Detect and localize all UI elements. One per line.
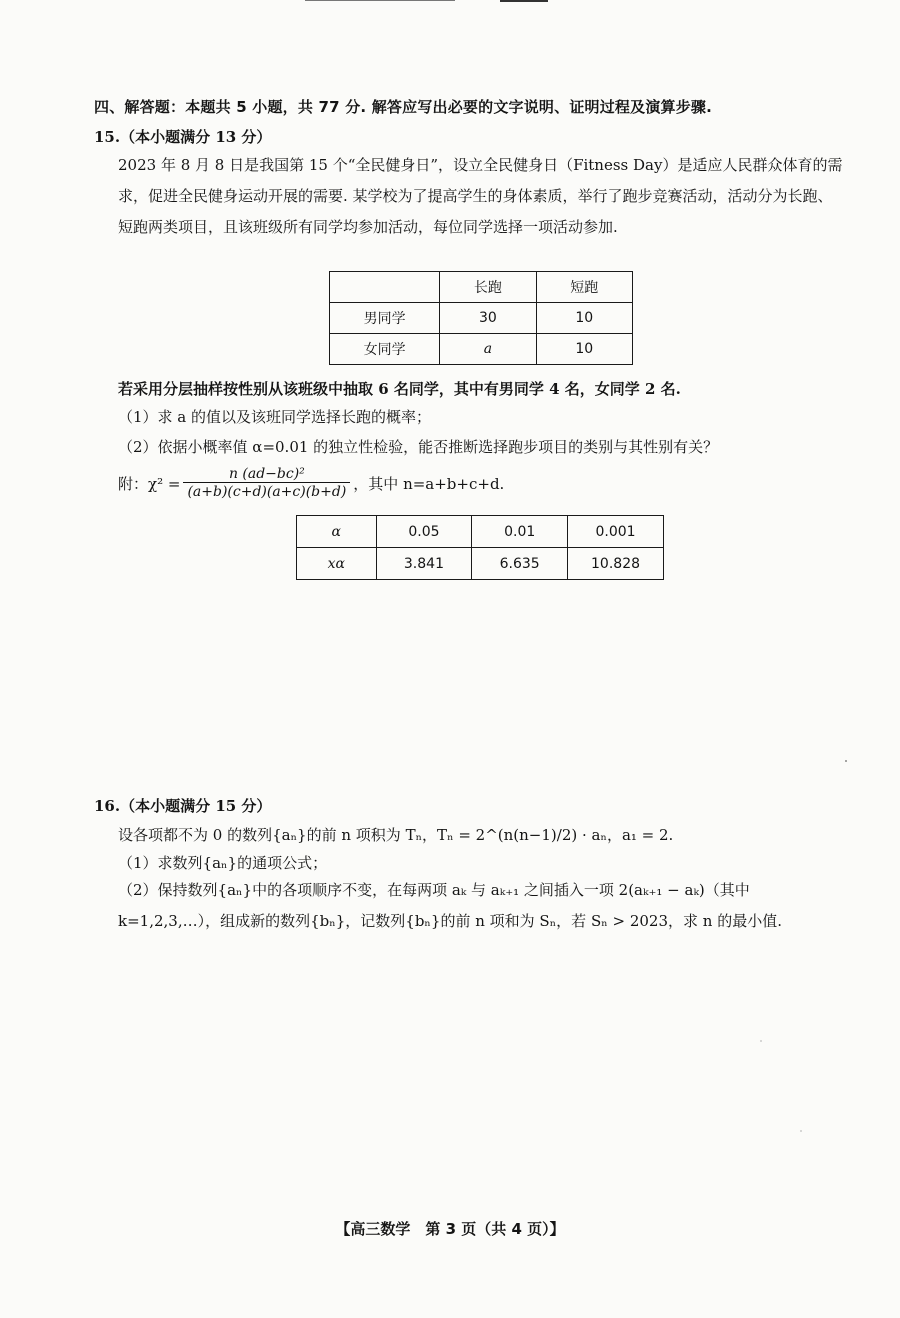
q16-title: 16.（本小题满分 15 分） [94, 797, 272, 815]
scan-speck [800, 1130, 802, 1132]
formula-denominator: (a+b)(c+d)(a+c)(b+d) [183, 482, 350, 500]
q15-title: 15.（本小题满分 13 分） [94, 128, 272, 146]
table-cell: 10.828 [568, 548, 664, 580]
table-cell: 10 [536, 334, 632, 365]
formula-suffix: ，其中 n=a+b+c+d. [353, 474, 505, 493]
table-cell: 30 [440, 303, 536, 334]
chi-square-formula [118, 466, 504, 500]
table-cell: xα [297, 548, 377, 580]
table-row [330, 334, 633, 365]
scan-speck [845, 760, 847, 762]
table-cell: α [297, 516, 377, 548]
q15-part2: （2）依据小概率值 α=0.01 的独立性检验，能否推断选择跑步项目的类别与其性别有关？ [118, 438, 719, 456]
q15-sampling-text: 若采用分层抽样按性别从该班级中抽取 6 名同学，其中有男同学 4 名，女同学 2 名. [118, 380, 681, 398]
table-cell: a [440, 334, 536, 365]
page-footer: 【高三数学 第 3 页（共 4 页）】 [335, 1220, 565, 1238]
scan-mark [305, 0, 455, 1]
table-cell: 0.05 [376, 516, 472, 548]
table-header-cell: 长跑 [440, 272, 536, 303]
critical-value-table [296, 515, 664, 580]
table-header-cell: 短跑 [536, 272, 632, 303]
table-cell: 男同学 [330, 303, 440, 334]
table-cell: 10 [536, 303, 632, 334]
q15-part1: （1）求 a 的值以及该班同学选择长跑的概率； [118, 408, 432, 426]
table-corner-cell [330, 272, 440, 303]
q16-intro: 设各项都不为 0 的数列{aₙ}的前 n 项积为 Tₙ，Tₙ = 2^(n(n−1)/2) · aₙ，a₁ = 2. [118, 826, 674, 844]
section-header: 四、解答题：本题共 5 小题，共 77 分. 解答应写出必要的文字说明、证明过程及演算步骤. [94, 98, 713, 116]
table-cell: 女同学 [330, 334, 440, 365]
table-row [297, 516, 664, 548]
q16-part1: （1）求数列{aₙ}的通项公式； [118, 854, 328, 872]
table-row [330, 303, 633, 334]
q15-contingency-table [329, 271, 633, 365]
scan-mark [500, 0, 548, 2]
table-cell: 0.001 [568, 516, 664, 548]
table-row [297, 548, 664, 580]
q15-intro: 2023 年 8 月 8 日是我国第 15 个“全民健身日”，设立全民健身日（Fitness Day）是适应人民群众体育的需求，促进全民健身运动开展的需要. 某学校为了提高学生的身体素质，举行了跑步竞赛活动，活动分为长跑、短跑两类项目，且该班级所有同学均参加活动，每位同学选择一项活动参加. [118, 156, 843, 236]
formula-fraction [183, 466, 350, 500]
q16-part2: （2）保持数列{aₙ}中的各项顺序不变，在每两项 aₖ 与 aₖ₊₁ 之间插入一项 2(aₖ₊₁ − aₖ)（其中 k=1,2,3,…），组成新的数列{bₙ}，记数列{bₙ}的前 n 项和为 Sₙ，若 Sₙ > 2023，求 n 的最小值. [118, 881, 782, 930]
formula-prefix: 附：χ² = [118, 474, 181, 493]
table-cell: 0.01 [472, 516, 568, 548]
table-cell: 6.635 [472, 548, 568, 580]
table-cell: 3.841 [376, 548, 472, 580]
formula-numerator: n (ad−bc)² [228, 466, 305, 482]
scan-speck [760, 1040, 762, 1042]
